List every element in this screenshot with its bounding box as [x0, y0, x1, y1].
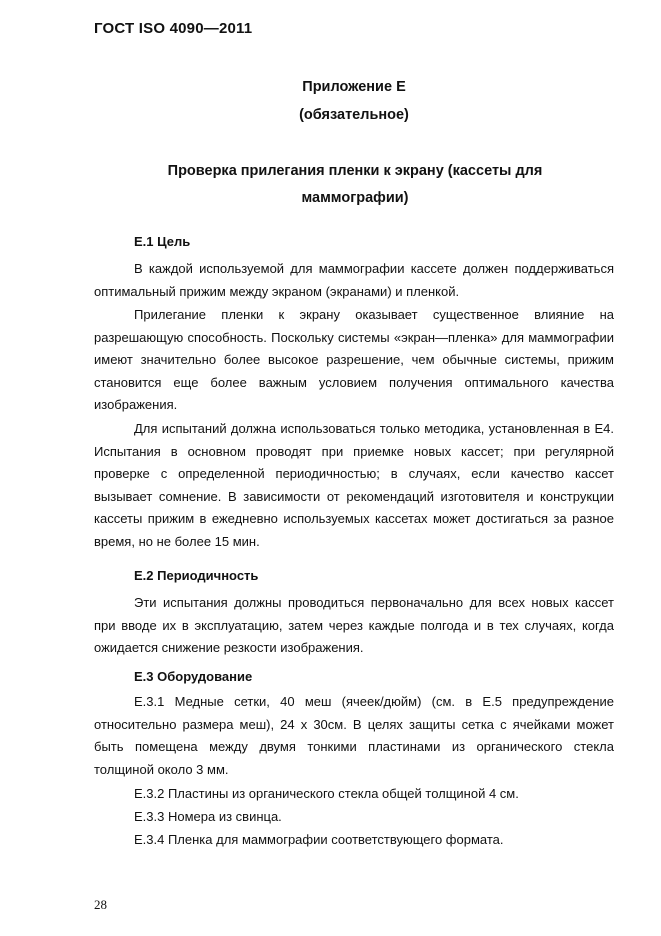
appendix-section-title: Проверка прилегания пленки к экрану (кассеты для маммографии): [167, 163, 543, 206]
section-e3-item-2: Е.3.2 Пластины из органического стекла общей толщиной 4 см.: [134, 786, 519, 801]
section-e3-item-3: Е.3.3 Номера из свинца.: [134, 809, 282, 824]
section-e2-heading: Е.2 Периодичность: [134, 568, 259, 583]
section-e2-paragraph-1: Эти испытания должны проводиться первоначально для всех новых кассет при вводе их в эксплуатацию, затем через каждые полгода и в тех случаях, когда ожидается снижение резкости изображения.: [94, 595, 614, 656]
section-e1-paragraph-2: Прилегание пленки к экрану оказывает существенное влияние на разрешающую способность. Поскольку системы «экран—пленка» для маммографии имеют значительно более высокое разрешение, чем обычные системы, прижим становится еще более важным условием получения оптимального качества изображения.: [94, 307, 614, 413]
page-number: 28: [94, 897, 107, 912]
document-code-header: ГОСТ ISO 4090—2011: [94, 20, 253, 37]
section-e3-heading: Е.3 Оборудование: [134, 669, 253, 684]
section-e1-paragraph-1: В каждой используемой для маммографии кассете должен поддерживаться оптимальный прижим между экраном (экранами) и пленкой.: [94, 261, 614, 299]
appendix-title: Приложение Е: [302, 79, 406, 95]
section-e1-paragraph-3: Для испытаний должна использоваться только методика, установленная в Е4. Испытания в основном проводят при приемке новых кассет; при регулярной проверке с определенной периодичностью; в случаях, если качество кассет вызывает сомнение. В зависимости от рекомендаций изготовителя и конструкции кассеты прижим в ежедневно используемых кассетах может достигаться за разное время, но не более 15 мин.: [94, 421, 614, 549]
section-e3-item-1: Е.3.1 Медные сетки, 40 меш (ячеек/дюйм) (см. в Е.5 предупреждение относительно размера меш), 24 x 30см. В целях защиты сетка с ячейками может быть помещена между двумя тонкими пластинами из органического стекла толщиной около 3 мм.: [94, 694, 614, 777]
section-e1-heading: Е.1 Цель: [134, 234, 191, 249]
appendix-status: (обязательное): [299, 107, 409, 123]
section-e3-item-4: Е.3.4 Пленка для маммографии соответствующего формата.: [134, 832, 504, 847]
